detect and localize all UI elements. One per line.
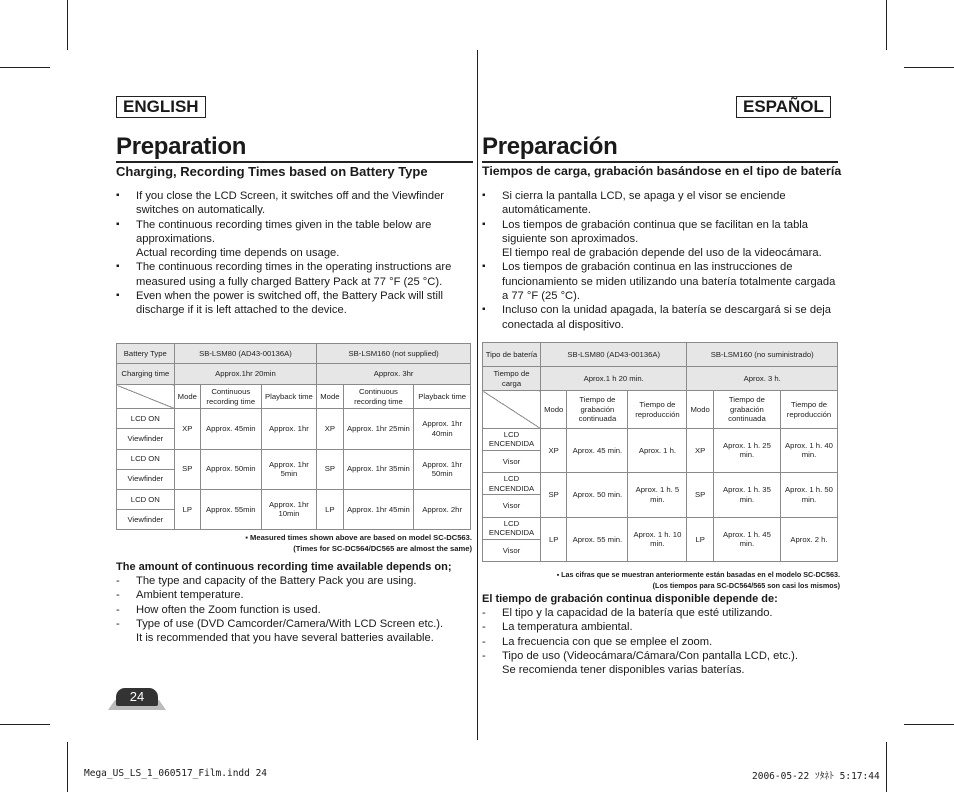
title-rule [116, 161, 473, 163]
list-item [482, 260, 842, 303]
lcd-on-cell: LCD ON [117, 489, 175, 509]
page-number: 24 [116, 688, 158, 706]
list-item-text: - Tipo de uso (Videocámara/Cámara/Con pantalla LCD, etc.). [502, 649, 798, 662]
playback-time-b: Aprox. 1 h. 50 min. [780, 473, 837, 517]
col-header-a: SB-LSM80 (AD43-00136A) [174, 344, 317, 364]
footer-file-info: Mega_US_LS_1_060517_Film.indd 24 [84, 768, 268, 779]
charging-time-label: Tiempo de carga [483, 367, 541, 391]
list-item-text: - The type and capacity of the Battery Pack you are using. [136, 575, 417, 587]
list-item-text: siguiente son aproximados. [502, 232, 639, 245]
list-item-text: measured using a fully charged Battery Pack at 77 °F (25 °C). [136, 275, 443, 288]
continuous-header: Continuous recording time [200, 385, 261, 409]
list-item-text: ▪ If you close the LCD Screen, it switches off and the Viewfinder [136, 190, 445, 202]
list-item-text: - La temperatura ambiental. [502, 621, 633, 634]
list-item-text: funcionamiento se miden utilizando una batería totalmente cargada [502, 275, 836, 288]
section-subtitle-spanish: Tiempos de carga, grabación basándose en el tipo de batería [482, 164, 842, 178]
continuous-time-a: Approx. 55min [200, 489, 261, 529]
crop-mark [904, 67, 954, 68]
list-item-text: ▪ Incluso con la unidad apagada, la batería se descargará si se deja [502, 304, 832, 317]
playback-time-a: Approx. 1hr [261, 409, 317, 449]
lcd-on-cell: LCD ENCENDIDA [483, 517, 541, 539]
list-item-text: ▪ Los tiempos de grabación continua que se facilitan en la tabla [502, 218, 808, 231]
charge-time-b: Aprox. 3 h. [687, 367, 838, 391]
playback-time-b: Aprox. 2 h. [780, 517, 837, 561]
table-row [483, 473, 838, 495]
list-item [482, 649, 842, 678]
list-item-text: ▪ Si cierra la pantalla LCD, se apaga y el visor se enciende [502, 190, 786, 202]
lcd-on-cell: LCD ON [117, 409, 175, 429]
mode-header: Modo [687, 391, 713, 428]
lcd-on-cell: LCD ENCENDIDA [483, 428, 541, 450]
list-item [482, 635, 842, 649]
playback-time-b: Aprox. 1 h. 40 min. [780, 428, 837, 472]
list-item [482, 303, 842, 332]
viewfinder-cell: Visor [483, 539, 541, 561]
charge-time-b: Approx. 3hr [317, 364, 471, 385]
mode-cell: LP [317, 489, 343, 529]
playback-time-a: Aprox. 1 h. [628, 428, 687, 472]
viewfinder-cell: Visor [483, 450, 541, 472]
battery-type-label: Battery Type [117, 344, 175, 364]
playback-header: Playback time [261, 385, 317, 409]
column-divider [477, 50, 478, 740]
mode-cell: LP [174, 489, 200, 529]
crop-mark [886, 742, 887, 792]
table-note-spanish [482, 570, 840, 591]
crop-mark [67, 742, 68, 792]
diagonal-cell [483, 391, 541, 428]
list-item [116, 189, 476, 218]
col-header-a: SB-LSM80 (AD43-00136A) [540, 343, 686, 367]
battery-type-label: Tipo de batería [483, 343, 541, 367]
list-item [482, 620, 842, 634]
crop-mark [904, 724, 954, 725]
page-title-english: Preparation [116, 133, 247, 160]
list-item-text: El tiempo real de grabación depende del uso de la videocámara. [502, 247, 822, 260]
playback-header: Tiempo de reproducción [780, 391, 837, 428]
language-label-english: ENGLISH [116, 96, 206, 118]
playback-header: Tiempo de reproducción [628, 391, 687, 428]
continuous-time-a: Aprox. 50 min. [567, 473, 628, 517]
continuous-time-b: Approx. 1hr 45min [343, 489, 414, 529]
viewfinder-cell: Viewfinder [117, 429, 175, 449]
playback-time-a: Aprox. 1 h. 10 min. [628, 517, 687, 561]
depends-list-spanish [482, 606, 842, 677]
list-item-text: ▪ The continuous recording times in the operating instructions are [136, 261, 452, 274]
lcd-on-cell: LCD ON [117, 449, 175, 469]
footer-timestamp: 2006-05-22 ｿﾀﾈﾄ 5:17:44 [752, 771, 880, 782]
list-item-text: conectada al dispositivo. [502, 318, 624, 331]
continuous-time-a: Approx. 50min [200, 449, 261, 489]
list-item-text: - Ambient temperature. [136, 589, 244, 602]
crop-mark [886, 0, 887, 50]
bullet-list-english [116, 189, 476, 318]
continuous-time-b: Aprox. 1 h. 45 min. [713, 517, 780, 561]
list-item [116, 574, 476, 588]
playback-time-a: Approx. 1hr 10min [261, 489, 317, 529]
mode-cell: SP [317, 449, 343, 489]
continuous-header: Tiempo de grabación continuada [713, 391, 780, 428]
playback-time-b: Approx. 2hr [414, 489, 471, 529]
continuous-time-b: Approx. 1hr 25min [343, 409, 414, 449]
list-item-text: automáticamente. [502, 204, 591, 217]
lcd-on-cell: LCD ENCENDIDA [483, 473, 541, 495]
list-item [116, 588, 476, 602]
mode-cell: XP [174, 409, 200, 449]
continuous-header: Tiempo de grabación continuada [567, 391, 628, 428]
table-row [117, 409, 471, 429]
mode-cell: SP [174, 449, 200, 489]
note-line: (Los tiempos para SC-DC564/565 son casi los mismos) [652, 580, 840, 590]
playback-time-a: Aprox. 1 h. 5 min. [628, 473, 687, 517]
playback-time-b: Approx. 1hr 50min [414, 449, 471, 489]
mode-cell: SP [687, 473, 713, 517]
list-item-text: a 77 °F (25 °C). [502, 290, 580, 303]
mode-header: Modo [540, 391, 566, 428]
list-item-text: - El tipo y la capacidad de la batería que esté utilizando. [502, 607, 773, 619]
list-item [482, 218, 842, 261]
language-label-spanish: ESPAÑOL [736, 96, 831, 118]
table-row [483, 517, 838, 539]
continuous-time-a: Aprox. 45 min. [567, 428, 628, 472]
list-item-text: ▪ Even when the power is switched off, the Battery Pack will still [136, 290, 443, 303]
crop-mark [67, 0, 68, 50]
mode-cell: LP [540, 517, 566, 561]
charge-time-a: Approx.1hr 20min [174, 364, 317, 385]
depends-list-english [116, 574, 476, 645]
continuous-time-b: Aprox. 1 h. 25 min. [713, 428, 780, 472]
list-item-text: - How often the Zoom function is used. [136, 603, 321, 616]
continuous-time-a: Approx. 45min [200, 409, 261, 449]
mode-header: Mode [174, 385, 200, 409]
crop-mark [0, 67, 50, 68]
playback-header: Playback time [414, 385, 471, 409]
continuous-time-a: Aprox. 55 min. [567, 517, 628, 561]
playback-time-b: Approx. 1hr 40min [414, 409, 471, 449]
list-item-text: - La frecuencia con que se emplee el zoom. [502, 635, 713, 648]
depends-heading-spanish: El tiempo de grabación continua disponible depende de: [482, 593, 778, 605]
list-item [116, 289, 476, 318]
mode-cell: XP [317, 409, 343, 449]
list-item-text: switches on automatically. [136, 204, 266, 217]
list-item [116, 617, 476, 646]
mode-cell: SP [540, 473, 566, 517]
mode-header: Mode [317, 385, 343, 409]
list-item-text: ▪ The continuous recording times given in the table below are [136, 218, 432, 231]
table-row [117, 449, 471, 469]
viewfinder-cell: Viewfinder [117, 469, 175, 489]
crop-mark [0, 724, 50, 725]
viewfinder-cell: Visor [483, 495, 541, 517]
title-rule [482, 161, 838, 163]
table-row [483, 428, 838, 450]
list-item-text: - Type of use (DVD Camcorder/Camera/With LCD Screen etc.). [136, 617, 444, 630]
list-item [116, 218, 476, 261]
note-line: (Times for SC-DC564/DC565 are almost the same) [293, 543, 472, 553]
mode-cell: XP [687, 428, 713, 472]
viewfinder-cell: Viewfinder [117, 509, 175, 529]
table-note-english [116, 533, 472, 554]
list-item [482, 189, 842, 218]
list-item [482, 606, 842, 620]
note-line: ▪ Measured times shown above are based on model SC-DC563. [245, 533, 472, 542]
battery-table-spanish [482, 342, 838, 562]
bullet-list-spanish [482, 189, 842, 332]
section-subtitle-english: Charging, Recording Times based on Battery Type [116, 164, 428, 179]
list-item [116, 603, 476, 617]
page-title-spanish: Preparación [482, 133, 618, 160]
continuous-time-b: Approx. 1hr 35min [343, 449, 414, 489]
col-header-b: SB-LSM160 (not supplied) [317, 344, 471, 364]
playback-time-a: Approx. 1hr 5min [261, 449, 317, 489]
list-item-text: Se recomienda tener disponibles varias baterías. [502, 664, 745, 677]
col-header-b: SB-LSM160 (no suministrado) [687, 343, 838, 367]
charge-time-a: Aprox.1 h 20 min. [540, 367, 686, 391]
diagonal-cell [117, 385, 175, 409]
list-item-text: ▪ Los tiempos de grabación continua en las instrucciones de [502, 261, 793, 274]
list-item-text: Actual recording time depends on usage. [136, 247, 340, 260]
charging-time-label: Charging time [117, 364, 175, 385]
continuous-time-b: Aprox. 1 h. 35 min. [713, 473, 780, 517]
battery-table-english [116, 343, 471, 530]
list-item-text: approximations. [136, 232, 215, 245]
list-item-text: discharge if it is left attached to the device. [136, 304, 347, 317]
depends-heading-english: The amount of continuous recording time available depends on; [116, 561, 452, 573]
list-item-text: It is recommended that you have several batteries available. [136, 632, 434, 645]
table-row [117, 489, 471, 509]
note-line: ▪ Las cifras que se muestran anteriormente están basadas en el modelo SC-DC563. [556, 570, 840, 579]
continuous-header: Continuous recording time [343, 385, 414, 409]
mode-cell: XP [540, 428, 566, 472]
list-item [116, 260, 476, 289]
mode-cell: LP [687, 517, 713, 561]
